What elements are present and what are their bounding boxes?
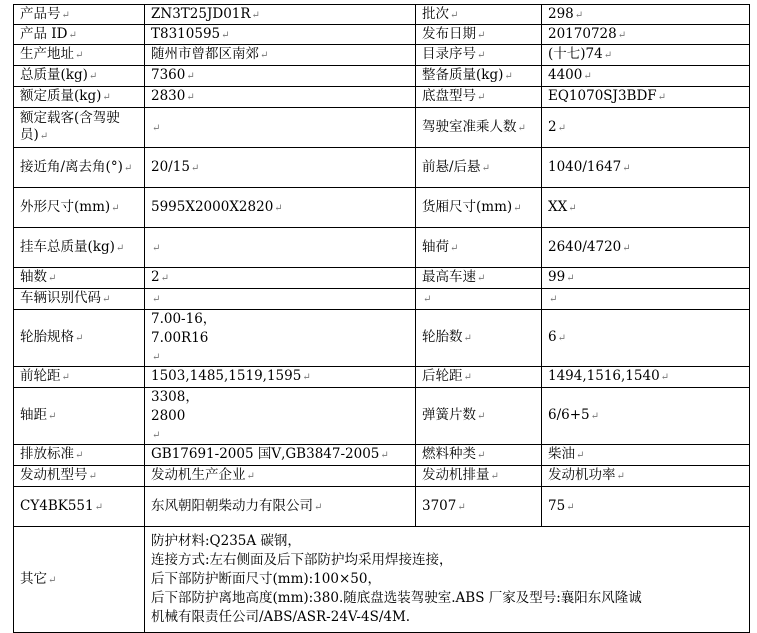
table-row — [14, 5, 750, 25]
paragraph-mark-icon: ↵ — [463, 333, 472, 344]
field-value — [542, 66, 750, 87]
paragraph-mark-icon: ↵ — [39, 131, 49, 142]
field-label-text: 轴荷 — [422, 238, 449, 255]
field-label-text: 3707 — [422, 497, 457, 514]
field-value — [145, 367, 416, 388]
paragraph-mark-icon: ↵ — [75, 450, 84, 461]
paragraph-mark-icon: ↵ — [574, 9, 584, 21]
field-label-text: 货厢尺寸(mm) — [422, 198, 513, 215]
field-label — [14, 487, 145, 527]
table-row — [14, 289, 750, 310]
field-label-text: 轮胎规格 — [20, 329, 74, 345]
field-label — [14, 367, 145, 388]
field-value — [542, 487, 750, 527]
field-label — [416, 367, 542, 388]
field-value — [542, 367, 750, 388]
field-value-text: ZN3T25JD01R — [151, 5, 251, 22]
table-row — [14, 188, 750, 228]
cell-line: 7.00R16 — [151, 330, 209, 346]
paragraph-mark-icon: ↵ — [583, 71, 592, 82]
field-label-text: 底盘型号 — [422, 88, 476, 104]
paragraph-mark-icon: ↵ — [88, 471, 97, 482]
field-value-text: 发动机功率 — [548, 467, 616, 483]
field-value — [542, 388, 750, 445]
paragraph-mark-icon: ↵ — [221, 29, 230, 41]
cell-line: 7.00-16， — [151, 311, 217, 327]
field-label-text: 接近角/离去角(°) — [20, 158, 123, 175]
field-label — [416, 188, 542, 228]
field-value — [542, 87, 750, 108]
field-value-text: GB17691-2005 国Ⅴ,GB3847-2005 — [151, 446, 380, 462]
table-row — [14, 388, 750, 445]
paragraph-mark-icon: ↵ — [380, 450, 389, 461]
field-value-text: 20170728 — [548, 25, 617, 42]
field-value — [542, 228, 750, 268]
field-value-text: 20/15 — [151, 158, 190, 175]
field-value-text: EQ1070SJ3BDF — [548, 88, 657, 104]
field-value — [145, 310, 416, 367]
field-label-text: 发布日期 — [422, 25, 476, 42]
paragraph-mark-icon: ↵ — [477, 50, 486, 61]
other-detail-line: 后下部防护离地高度(mm):380.随底盘选装驾驶室.ABS 厂家及型号:襄阳东风隆诚 — [151, 590, 642, 606]
paragraph-mark-icon: ↵ — [517, 122, 526, 134]
field-label — [14, 188, 145, 228]
field-value-text: 6/6+5 — [548, 407, 590, 423]
field-value-text: 7360 — [151, 67, 186, 83]
field-value-text: 5995X2000X2820 — [151, 198, 274, 215]
paragraph-mark-icon: ↵ — [94, 501, 103, 513]
paragraph-mark-icon: ↵ — [48, 574, 57, 586]
other-detail-line: 机械有限责任公司/ABS/ASR-24V-4S/4M. — [151, 609, 411, 625]
field-label — [416, 268, 542, 289]
field-value — [145, 5, 416, 25]
field-label — [14, 310, 145, 367]
field-value — [145, 466, 416, 487]
field-label-text: 产品号 — [20, 5, 61, 22]
paragraph-mark-icon: ↵ — [513, 202, 522, 214]
paragraph-mark-icon: ↵ — [616, 471, 625, 482]
field-value — [145, 148, 416, 188]
field-label — [14, 108, 145, 148]
paragraph-mark-icon: ↵ — [186, 92, 195, 103]
field-value — [542, 25, 750, 45]
paragraph-mark-icon: ↵ — [504, 71, 513, 82]
field-value — [145, 25, 416, 45]
field-label-text: 后轮距 — [422, 368, 463, 384]
field-label-text: 驾驶室准乘人数 — [422, 118, 517, 135]
field-label-text: 车辆识别代码 — [20, 290, 101, 306]
paragraph-mark-icon: ↵ — [123, 162, 133, 174]
paragraph-mark-icon: ↵ — [75, 333, 84, 344]
paragraph-mark-icon: ↵ — [152, 294, 161, 305]
field-label — [416, 25, 542, 45]
field-value-text: 随州市曾都区南郊 — [151, 46, 259, 62]
field-label — [416, 228, 542, 268]
paragraph-mark-icon: ↵ — [622, 162, 631, 174]
field-label — [14, 5, 145, 25]
field-value — [542, 108, 750, 148]
field-label — [14, 289, 145, 310]
paragraph-mark-icon: ↵ — [102, 92, 111, 103]
paragraph-mark-icon: ↵ — [568, 202, 577, 214]
field-label-text: 挂车总质量(kg) — [20, 238, 115, 255]
cell-line: 3308， — [151, 389, 199, 405]
paragraph-mark-icon: ↵ — [75, 50, 84, 61]
field-value — [145, 487, 416, 527]
paragraph-mark-icon: ↵ — [68, 29, 77, 41]
paragraph-mark-icon: ↵ — [490, 471, 499, 482]
field-value — [542, 445, 750, 466]
field-value-text: 发动机生产企业 — [151, 467, 246, 483]
other-detail-line: 后下部防护断面尺寸(mm):100×50， — [151, 571, 381, 587]
field-value-text: 75 — [548, 497, 566, 514]
field-value-text: 6 — [548, 329, 557, 345]
field-value-text: 2 — [151, 269, 160, 285]
paragraph-mark-icon: ↵ — [660, 372, 670, 383]
field-label-text: 额定载客(含驾驶员) — [20, 110, 120, 143]
paragraph-mark-icon: ↵ — [576, 450, 585, 461]
field-value-text: 2640/4720 — [548, 238, 622, 255]
field-value — [542, 188, 750, 228]
field-label-text: CY4BK551 — [20, 497, 94, 514]
paragraph-mark-icon: ↵ — [111, 202, 120, 214]
field-value-text: 2830 — [151, 88, 186, 104]
field-value-text: 柴油 — [548, 446, 575, 462]
field-label — [14, 25, 145, 45]
field-label-text: 前轮距 — [20, 368, 61, 384]
field-label — [416, 45, 542, 66]
field-value-text: (十七)74 — [548, 46, 603, 62]
field-label-text: 发动机型号 — [20, 467, 88, 483]
field-label — [14, 268, 145, 289]
paragraph-mark-icon: ↵ — [152, 430, 161, 441]
field-label-text: 轴距 — [20, 407, 47, 423]
field-label-text: 燃料种类 — [422, 446, 476, 462]
field-label-text: 最高车速 — [422, 269, 476, 285]
field-value — [145, 445, 416, 466]
paragraph-mark-icon: ↵ — [274, 202, 283, 214]
paragraph-mark-icon: ↵ — [246, 471, 255, 482]
field-label — [416, 310, 542, 367]
field-label-text: 整备质量(kg) — [422, 67, 504, 83]
field-value — [145, 289, 416, 310]
field-value — [542, 289, 750, 310]
paragraph-mark-icon: ↵ — [622, 242, 631, 254]
field-label — [14, 466, 145, 487]
paragraph-mark-icon: ↵ — [160, 273, 169, 284]
field-label-text: 批次 — [422, 5, 449, 22]
field-value-text: 1503,1485,1519,1595 — [151, 368, 302, 384]
field-label — [14, 148, 145, 188]
table-row — [14, 45, 750, 66]
field-label-text: 额定质量(kg) — [20, 88, 102, 104]
table-row — [14, 466, 750, 487]
field-label — [416, 148, 542, 188]
field-value-text: 99 — [548, 269, 566, 285]
field-value — [145, 108, 416, 148]
paragraph-mark-icon: ↵ — [457, 501, 466, 513]
field-value — [145, 188, 416, 228]
table-row — [14, 228, 750, 268]
table-row — [14, 487, 750, 527]
paragraph-mark-icon: ↵ — [590, 411, 600, 422]
field-label — [14, 87, 145, 108]
field-label — [416, 289, 542, 310]
paragraph-mark-icon: ↵ — [450, 9, 459, 21]
other-details — [145, 527, 750, 633]
paragraph-mark-icon: ↵ — [115, 242, 125, 254]
paragraph-mark-icon: ↵ — [61, 9, 70, 21]
field-value — [145, 388, 416, 445]
paragraph-mark-icon: ↵ — [48, 273, 57, 284]
field-value-text: 4400 — [548, 67, 583, 83]
paragraph-mark-icon: ↵ — [566, 501, 575, 513]
paragraph-mark-icon: ↵ — [88, 71, 98, 82]
field-label — [14, 66, 145, 87]
field-value — [542, 310, 750, 367]
field-label-text: 排放标准 — [20, 446, 74, 462]
field-value — [145, 45, 416, 66]
field-value-text: 2 — [548, 118, 557, 135]
table-row-other — [14, 527, 750, 633]
field-label — [416, 5, 542, 25]
field-label-text: 轴数 — [20, 269, 47, 285]
paragraph-mark-icon: ↵ — [61, 372, 70, 383]
field-label — [416, 66, 542, 87]
field-label-text: 弹簧片数 — [422, 407, 476, 423]
field-value — [542, 45, 750, 66]
paragraph-mark-icon: ↵ — [463, 372, 472, 383]
field-value-text: 1494,1516,1540 — [548, 368, 660, 384]
field-label-text: 发动机排量 — [422, 467, 490, 483]
paragraph-mark-icon: ↵ — [152, 122, 161, 134]
paragraph-mark-icon: ↵ — [481, 162, 490, 174]
paragraph-mark-icon: ↵ — [423, 294, 432, 305]
paragraph-mark-icon: ↵ — [152, 242, 161, 254]
field-label — [14, 228, 145, 268]
paragraph-mark-icon: ↵ — [260, 50, 269, 61]
paragraph-mark-icon: ↵ — [603, 50, 613, 61]
paragraph-mark-icon: ↵ — [450, 242, 459, 254]
field-label-text: 总质量(kg) — [20, 67, 88, 83]
paragraph-mark-icon: ↵ — [566, 273, 575, 284]
field-value-text: 298 — [548, 5, 574, 22]
paragraph-mark-icon: ↵ — [152, 352, 161, 363]
paragraph-mark-icon: ↵ — [186, 71, 195, 82]
vehicle-spec-table — [13, 4, 750, 633]
field-value — [542, 466, 750, 487]
paragraph-mark-icon: ↵ — [477, 273, 486, 284]
paragraph-mark-icon: ↵ — [557, 333, 566, 344]
field-label — [416, 108, 542, 148]
field-value — [542, 268, 750, 289]
field-label — [416, 388, 542, 445]
table-row — [14, 310, 750, 367]
paragraph-mark-icon: ↵ — [617, 29, 627, 41]
field-value-text: 1040/1647 — [548, 158, 622, 175]
field-label-text: 外形尺寸(mm) — [20, 198, 111, 215]
paragraph-mark-icon: ↵ — [477, 92, 486, 103]
field-value — [542, 148, 750, 188]
field-value — [145, 268, 416, 289]
paragraph-mark-icon: ↵ — [477, 411, 486, 422]
table-row — [14, 87, 750, 108]
field-label — [416, 445, 542, 466]
paragraph-mark-icon: ↵ — [477, 29, 486, 41]
field-value — [145, 87, 416, 108]
table-row — [14, 445, 750, 466]
paragraph-mark-icon: ↵ — [477, 450, 486, 461]
field-label-text: 前悬/后悬 — [422, 158, 481, 175]
paragraph-mark-icon: ↵ — [251, 9, 260, 21]
field-value-text: 东风朝阳朝柴动力有限公司 — [151, 497, 313, 514]
paragraph-mark-icon: ↵ — [557, 122, 566, 134]
other-label-text: 其它 — [20, 570, 47, 587]
field-label — [416, 87, 542, 108]
paragraph-mark-icon: ↵ — [314, 501, 323, 513]
field-label — [416, 487, 542, 527]
table-row — [14, 66, 750, 87]
field-label-text: 生产地址 — [20, 46, 74, 62]
field-label — [14, 388, 145, 445]
paragraph-mark-icon: ↵ — [102, 294, 111, 305]
other-detail-line: 连接方式:左右侧面及后下部防护均采用焊接连接， — [151, 552, 453, 568]
field-value — [145, 228, 416, 268]
paragraph-mark-icon: ↵ — [302, 372, 311, 383]
table-row — [14, 367, 750, 388]
cell-line: 2800 — [151, 408, 186, 424]
other-label — [14, 527, 145, 633]
table-row — [14, 268, 750, 289]
field-value — [542, 5, 750, 25]
field-label-text: 轮胎数 — [422, 329, 463, 345]
field-label-text: 目录序号 — [422, 46, 476, 62]
field-label — [14, 445, 145, 466]
field-value — [145, 66, 416, 87]
paragraph-mark-icon: ↵ — [549, 294, 558, 305]
table-row — [14, 148, 750, 188]
other-detail-line: 防护材料:Q235A 碳钢， — [151, 533, 301, 549]
field-label-text: 产品 ID — [20, 25, 68, 42]
field-label — [416, 466, 542, 487]
field-value-text: T8310595 — [151, 25, 221, 42]
paragraph-mark-icon: ↵ — [48, 411, 57, 422]
table-row — [14, 25, 750, 45]
field-label — [14, 45, 145, 66]
paragraph-mark-icon: ↵ — [657, 92, 667, 103]
paragraph-mark-icon: ↵ — [190, 162, 200, 174]
table-row — [14, 108, 750, 148]
field-value-text: XX — [548, 198, 568, 215]
